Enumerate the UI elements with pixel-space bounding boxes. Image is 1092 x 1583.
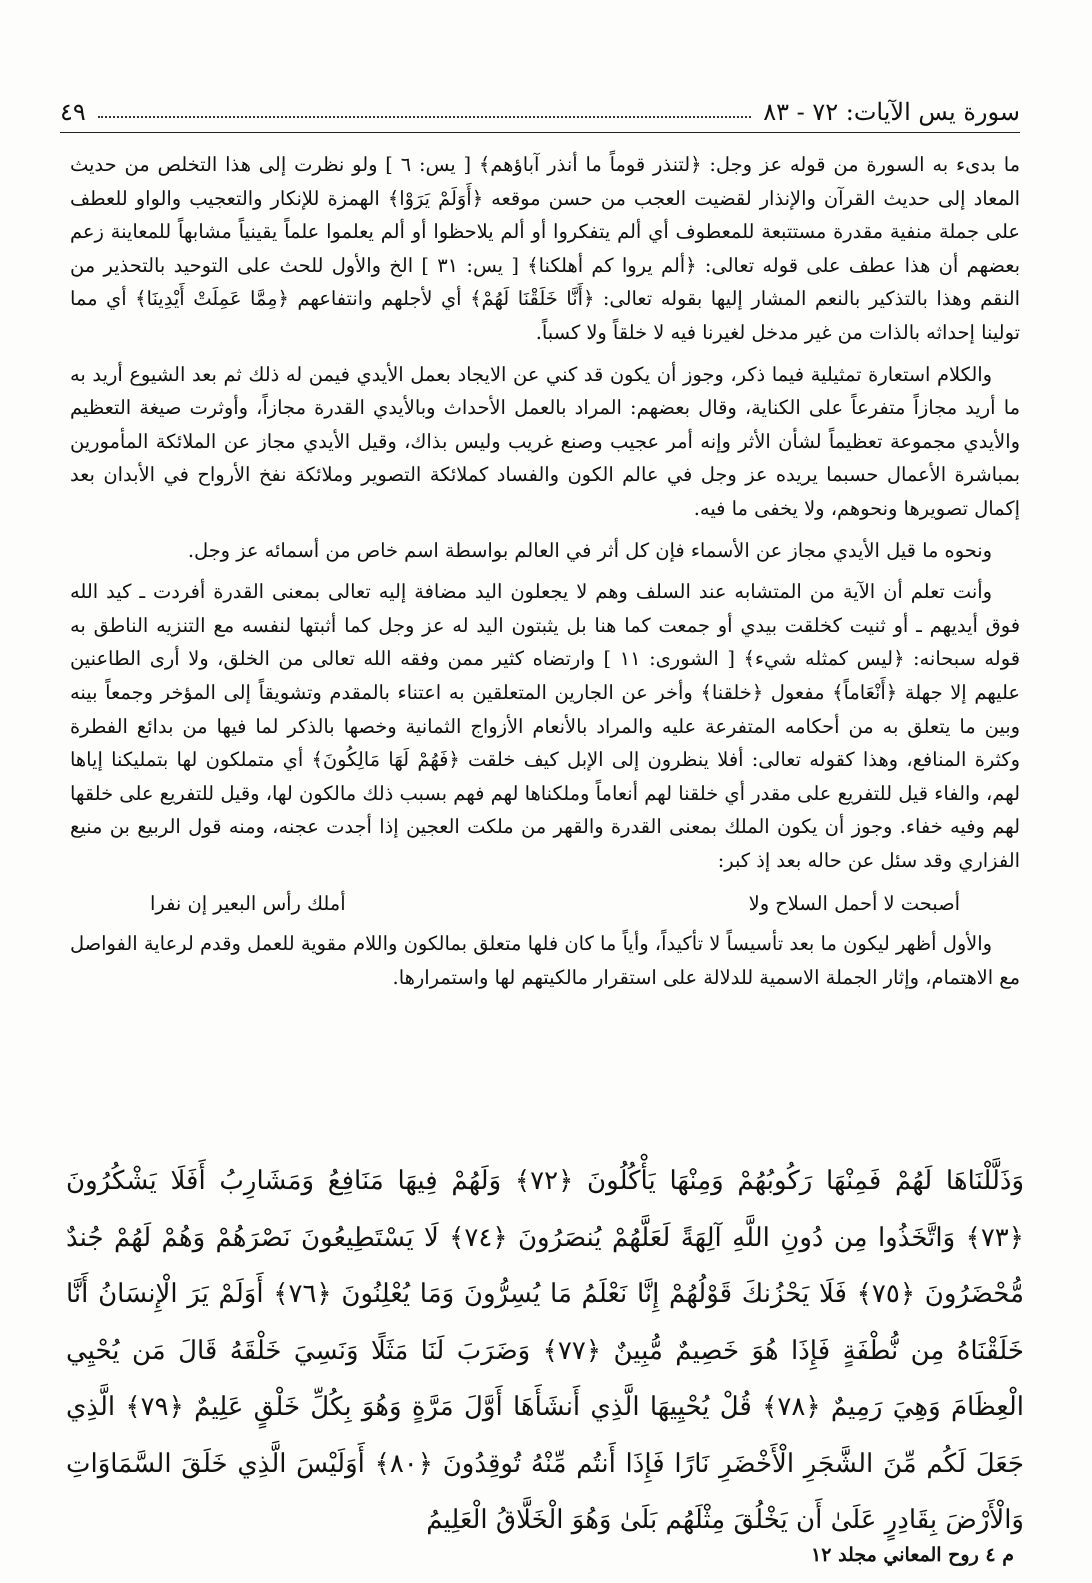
page-number: ٤٩: [60, 98, 86, 126]
verse-first-hemistich: أصبحت لا أحمل السلاح ولا: [748, 892, 960, 916]
quran-verses: وَذَلَّلْنَاهَا لَهُمْ فَمِنْهَا رَكُوبُهُمْ وَمِنْهَا يَأْكُلُونَ ﴿٧٢﴾ وَلَهُمْ فِيهَا مَنَافِعُ وَمَشَارِبُ أَفَلَا يَشْكُرُونَ ﴿٧٣﴾ وَاتَّخَذُوا مِن دُونِ اللَّهِ آلِهَةً لَعَلَّهُمْ يُنصَرُونَ ﴿٧٤﴾ لَا يَسْتَطِيعُونَ نَصْرَهُمْ وَهُمْ لَهُمْ جُندٌ مُّحْضَرُونَ ﴿٧٥﴾ فَلَا يَحْزُنكَ قَوْلُهُمْ إِنَّا نَعْلَمُ مَا يُسِرُّونَ وَمَا يُعْلِنُونَ ﴿٧٦﴾ أَوَلَمْ يَرَ الْإِنسَانُ أَنَّا خَلَقْنَاهُ مِن نُّطْفَةٍ فَإِذَا هُوَ خَصِيمٌ مُّبِينٌ ﴿٧٧﴾ وَضَرَبَ لَنَا مَثَلًا وَنَسِيَ خَلْقَهُ قَالَ مَن يُحْيِي الْعِظَامَ وَهِيَ رَمِيمٌ ﴿٧٨﴾ قُلْ يُحْيِيهَا الَّذِي أَنشَأَهَا أَوَّلَ مَرَّةٍ وَهُوَ بِكُلِّ خَلْقٍ عَلِيمٌ ﴿٧٩﴾ الَّذِي جَعَلَ لَكُم مِّنَ الشَّجَرِ الْأَخْضَرِ نَارًا فَإِذَا أَنتُم مِّنْهُ تُوقِدُونَ ﴿٨٠﴾ أَوَلَيْسَ الَّذِي خَلَقَ السَّمَاوَاتِ وَالْأَرْضَ بِقَادِرٍ عَلَىٰ أَن يَخْلُقَ مِثْلَهُم بَلَىٰ وَهُوَ الْخَلَّاقُ الْعَلِيمُ: [66, 1166, 1024, 1535]
commentary-paragraph: ما بدىء به السورة من قوله عز وجل: ﴿لتنذر قوماً ما أنذر آباؤهم﴾ [ يس: ٦ ] ولو نظرت إلى هذا التخلص من حديث المعاد إلى حديث القرآن والإنذار لقضيت العجب من حسن موقعه ﴿أَوَلَمْ يَرَوْا﴾ الهمزة للإنكار والتعجيب والواو للعطف على جملة منفية مقدرة مستتبعة للمعطوف أي ألم يتفكروا أو ألم يلاحظوا أو ألم يعلموا علماً يقينياً مشابهاً للمعاينة زعم بعضهم أن هذا عطف على قوله تعالى: ﴿ألم يروا كم أهلكنا﴾ [ يس: ٣١ ] الخ والأول للحث على التوحيد بالتحذير من النقم وهذا بالتذكير بالنعم المشار إليها بقوله تعالى: ﴿أَنَّا خَلَقْنَا لَهُمْ﴾ أي لأجلهم وانتفاعهم ﴿مِمَّا عَمِلَتْ أَيْدِينَا﴾ أي مما تولينا إحداثه بالذات من غير مدخل لغيرنا فيه لا خلقاً ولا كسباً.: [70, 153, 1021, 344]
commentary-paragraph: والكلام استعارة تمثيلية فيما ذكر، وجوز أن يكون قد كني عن الايجاد بعمل الأيدي فيمن له ذلك ثم بعد الشيوع أريد به ما أريد مجازاً متفرعاً على الكناية، وقال بعضهم: المراد بالعمل الأحداث وبالأيدي القدرة مجازاً، وأوثرت صيغة التعظيم والأيدي مجموعة تعظيماً لشأن الأثر وإنه أمر عجيب وصنع غريب وليس بذاك، وقيل الأيدي مجاز عن الملائكة المأمورين بمباشرة الأعمال حسبما يريده عز وجل في عالم الكون والفساد كملائكة التصوير وملائكة نفخ الأرواح في الأبدان بعد إكمال تصويرها ونحوهم، ولا يخفى ما فيه.: [70, 362, 1020, 520]
quran-text-block: [66, 1153, 1024, 1549]
commentary-body: [70, 148, 1020, 1002]
header-leader-dots: [98, 116, 751, 118]
signature-mark: م ٤ روح المعاني مجلد ١٢: [811, 1544, 1014, 1566]
commentary-paragraph: والأول أظهر ليكون ما بعد تأسيساً لا تأكيداً، وأياً ما كان فلها متعلق بمالكون واللام مقوية للعمل وقدم لرعاية الفواصل مع الاهتمام، وإثار الجملة الاسمية للدلالة على استقرار مالكيتهم لها واستمرارها.: [70, 932, 1020, 989]
poetry-verse: [70, 885, 1020, 923]
page-header: [60, 86, 1020, 126]
running-title: سورة يس الآيات: ٧٢ - ٨٣: [763, 98, 1020, 126]
verse-second-hemistich: أملك رأس البعير إن نفرا: [150, 892, 346, 916]
commentary-paragraph: ونحوه ما قيل الأيدي مجاز عن الأسماء فإن كل أثر في العالم بواسطة اسم خاص من أسمائه عز وجل.: [187, 538, 992, 562]
header-rule: [60, 132, 1020, 133]
commentary-paragraph: وأنت تعلم أن الآية من المتشابه عند السلف وهم لا يجعلون اليد مضافة إليه تعالى بمعنى القدرة أفردت ـ كيد الله فوق أيديهم ـ أو ثنيت كخلقت بيدي أو جمعت كما هنا بل يثبتون اليد له عز وجل كما أثبتها لنفسه مع التنزيه الناطق به قوله سبحانه: ﴿ليس كمثله شيء﴾ [ الشورى: ١١ ] وارتضاه كثير ممن وفقه الله تعالى من الخلق، ولا أرى الطاعنين عليهم إلا جهلة ﴿أَنْعَاماً﴾ مفعول ﴿خلقنا﴾ وأخر عن الجارين المتعلقين به اعتناء بالمقدم وتشويقاً إلى المؤخر وجمعاً بينه وبين ما يتعلق به من أحكامه المتفرعة عليه والمراد بالأنعام الأزواج الثمانية وخصها بالذكر لما فيها من بدائع الفطرة وكثرة المنافع، وهذا كقوله تعالى: أفلا ينظرون إلى الإبل كيف خلقت ﴿فَهُمْ لَهَا مَالِكُونَ﴾ أي متملكون لها بتمليكنا إياها لهم، والفاء قيل للتفريع على مقدر أي خلقنا لهم أنعاماً وملكناها لهم فهم بسبب ذلك مالكون لها، وقيل للتفريع على خلقها لهم وفيه خفاء. وجوز أن يكون الملك بمعنى القدرة والقهر من ملكت العجين إذا أجدت عجنه، ومنه قول الربيع بن منيع الفزاري وقد سئل عن حاله بعد إذ كبر:: [70, 580, 1020, 872]
